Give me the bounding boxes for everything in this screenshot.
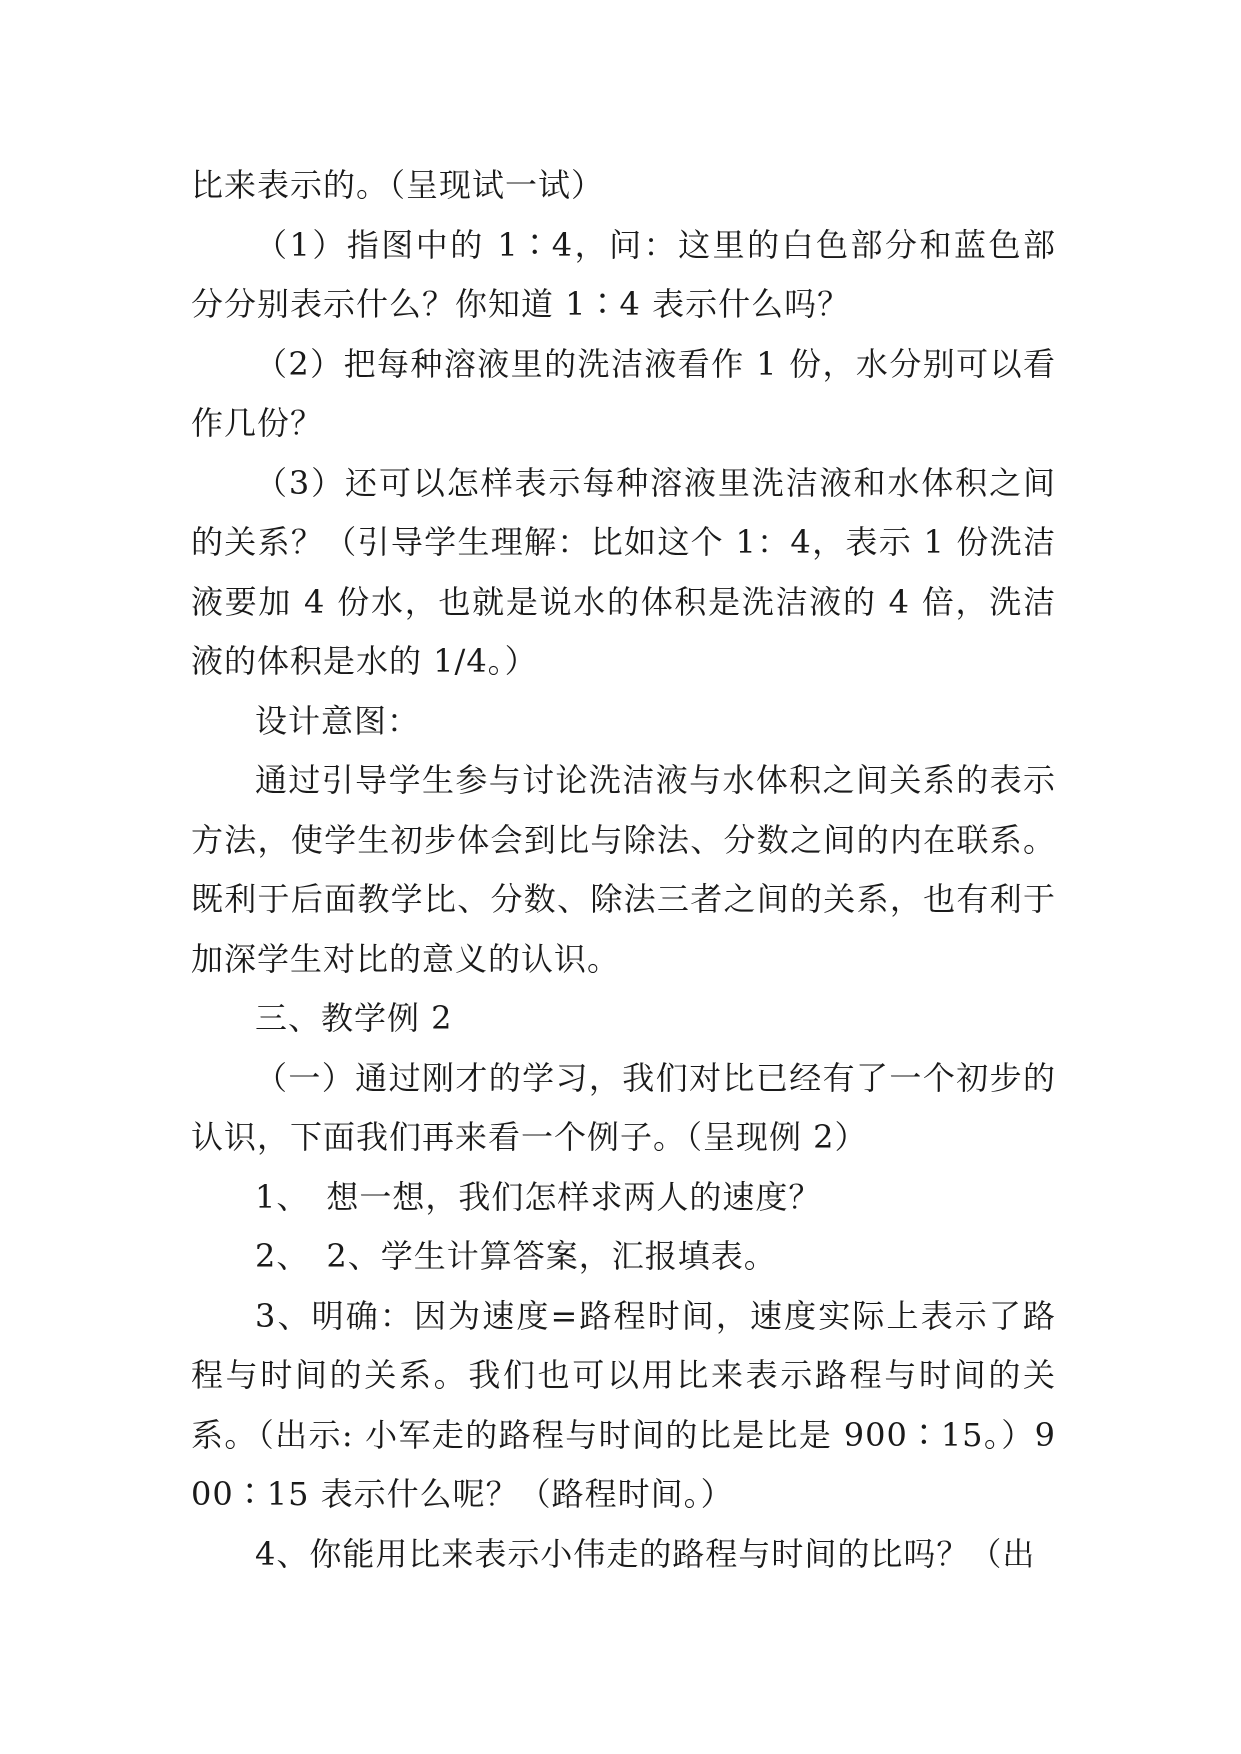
paragraph-11: 3、明确：因为速度=路程时间，速度实际上表示了路程与时间的关系。我们也可以用比来表示路程与时间的关系。（出示: 小军走的路程与时间的比是比是 900∶15。）900∶15 表示什么呢？（路程时间。） [191, 1296, 1056, 1513]
paragraph-2: （1）指图中的 1∶4，问：这里的白色部分和蓝色部分分别表示什么？你知道 1∶4 表示什么吗？ [191, 225, 1056, 323]
paragraph-8: （一）通过刚才的学习，我们对比已经有了一个初步的认识，下面我们再来看一个例子。（呈现例 2） [191, 1058, 1056, 1156]
paragraph-12: 4、你能用比来表示小伟走的路程与时间的比吗？（出 [255, 1534, 1036, 1573]
paragraph-6: 通过引导学生参与讨论洗洁液与水体积之间关系的表示方法，使学生初步体会到比与除法、分数之间的内在联系。既利于后面教学比、分数、除法三者之间的关系，也有利于加深学生对比的意义的认识。 [191, 761, 1056, 978]
paragraph-10: 2、 2、学生计算答案，汇报填表。 [255, 1237, 777, 1275]
paragraph-7: 三、教学例 2 [255, 999, 453, 1037]
paragraph-3: （2）把每种溶液里的洗洁液看作 1 份，水分别可以看作几份？ [191, 344, 1056, 442]
paragraph-5: 设计意图： [255, 701, 421, 740]
document-body [191, 156, 1056, 1584]
paragraph-1: 比来表示的。（呈现试一试） [191, 166, 605, 204]
paragraph-4: （3）还可以怎样表示每种溶液里洗洁液和水体积之间的关系？（引导学生理解：比如这个 1：4，表示 1 份洗洁液要加 4 份水，也就是说水的体积是洗洁液的 4 倍，洗洁液的体积是水的 1/4。） [191, 463, 1056, 680]
paragraph-9: 1、 想一想，我们怎样求两人的速度？ [255, 1177, 822, 1216]
